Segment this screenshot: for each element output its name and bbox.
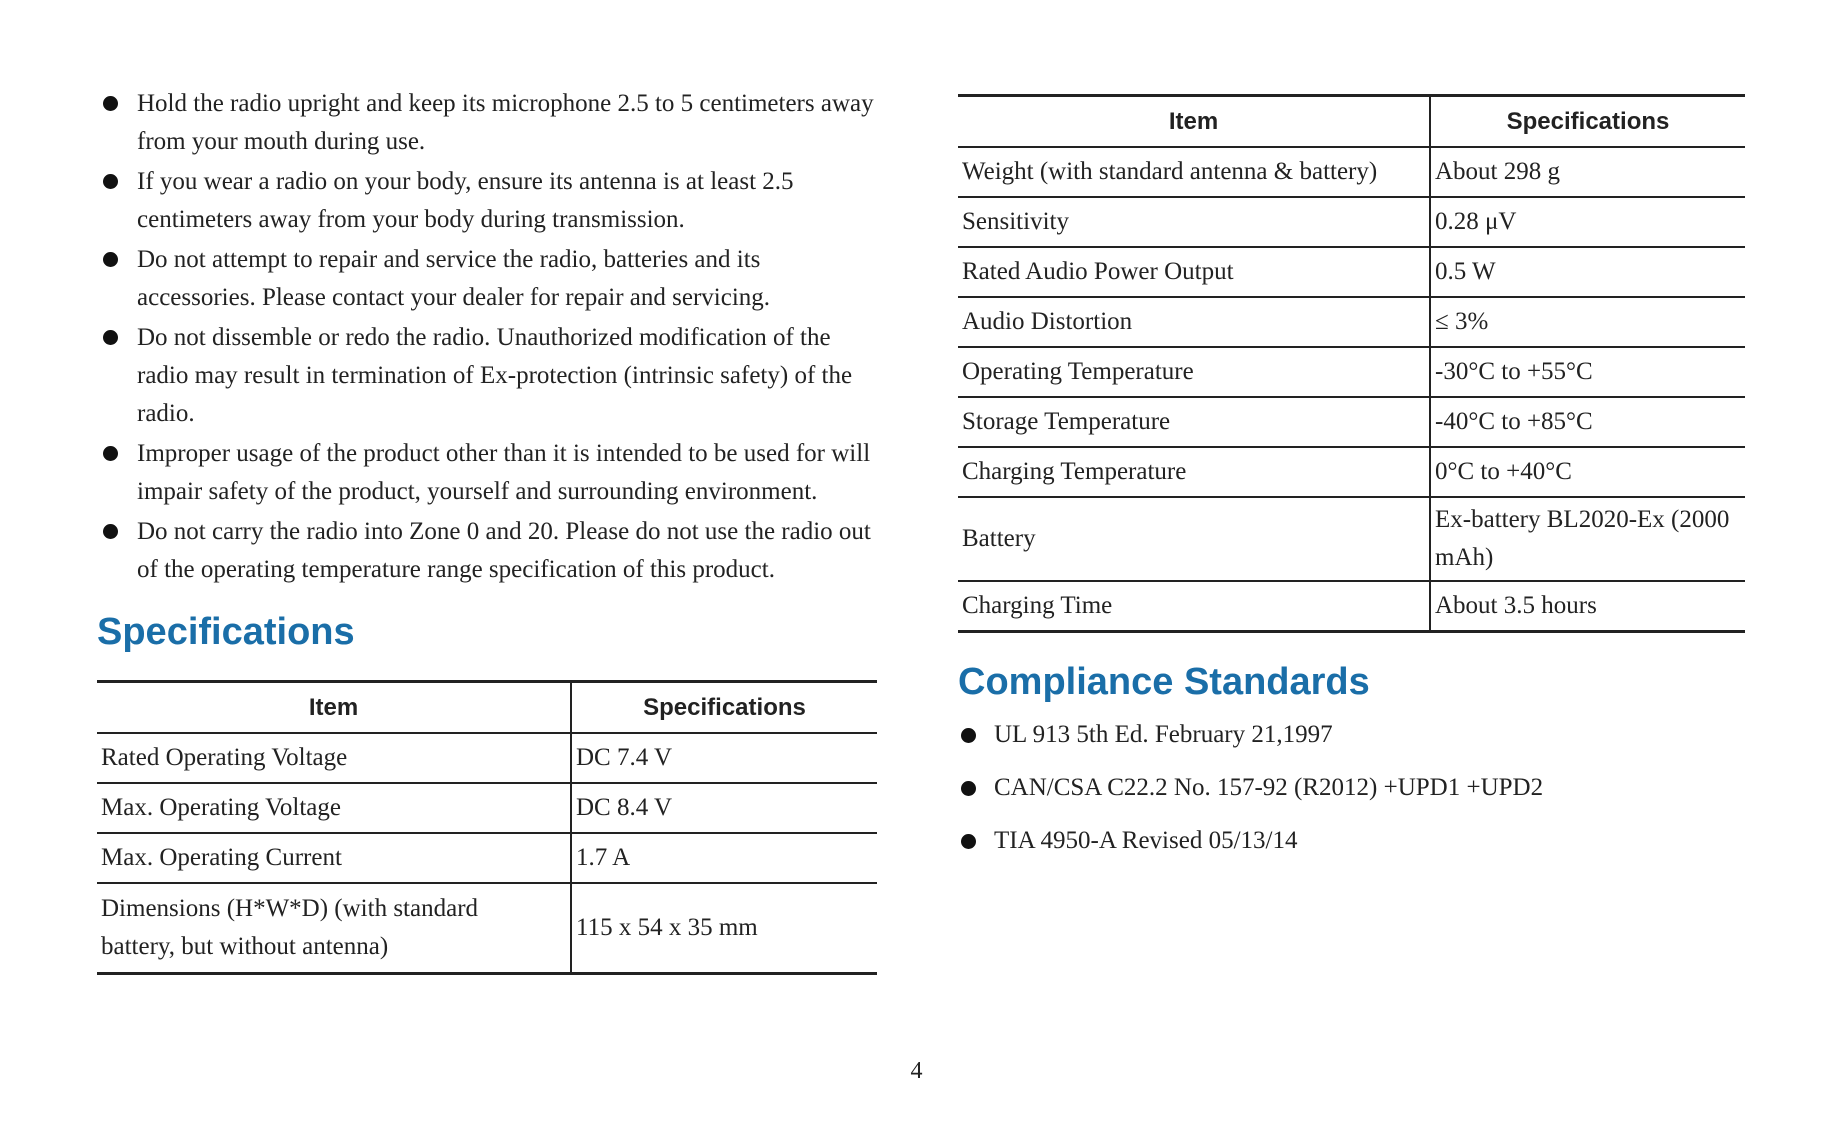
cell-spec: DC 7.4 V — [576, 744, 673, 771]
bullet-icon — [961, 728, 976, 743]
cell-item: Battery — [958, 497, 1430, 581]
cell-spec: Ex-battery BL2020-Ex (2000 mAh) — [1435, 506, 1730, 571]
cell-item: Rated Operating Voltage — [97, 733, 571, 783]
cell-spec: About 3.5 hours — [1435, 592, 1597, 619]
left-column — [97, 85, 877, 975]
safety-bullet-list — [97, 85, 877, 589]
bullet-icon — [961, 781, 976, 796]
bullet-icon — [103, 524, 118, 539]
cell-item: Max. Operating Current — [97, 833, 571, 883]
bullet-icon — [103, 446, 118, 461]
cell-item: Operating Temperature — [958, 347, 1430, 397]
list-item: Hold the radio upright and keep its microphone 2.5 to 5 centimeters away from your mouth during use. — [97, 85, 877, 161]
list-item: Do not carry the radio into Zone 0 and 20. Please do not use the radio out of the operating temperature range specification of this product. — [97, 513, 877, 589]
list-item: UL 913 5th Ed. February 21,1997 — [958, 716, 1745, 754]
cell-spec: 0.28 μV — [1435, 208, 1517, 235]
cell-spec: 0.5 W — [1435, 258, 1496, 285]
cell-item: Charging Time — [958, 581, 1430, 632]
spec-table-right — [958, 94, 1745, 633]
specifications-title: Specifications — [97, 611, 355, 653]
cell-spec: DC 8.4 V — [576, 794, 673, 821]
cell-item: Sensitivity — [958, 197, 1430, 247]
cell-item: Weight (with standard antenna & battery) — [958, 147, 1430, 197]
compliance-title: Compliance Standards — [958, 661, 1370, 703]
cell-item: Audio Distortion — [958, 297, 1430, 347]
column-header-item: Item — [958, 96, 1430, 148]
table-row — [958, 581, 1745, 632]
column-header-item: Item — [97, 682, 571, 734]
list-item: If you wear a radio on your body, ensure its antenna is at least 2.5 centimeters away from your body during transmission. — [97, 163, 877, 239]
page-number: 4 — [910, 1058, 923, 1084]
bullet-icon — [103, 96, 118, 111]
bullet-icon — [103, 174, 118, 189]
compliance-list — [958, 716, 1745, 860]
cell-spec: -40°C to +85°C — [1435, 408, 1593, 435]
table-row — [958, 247, 1745, 297]
cell-item: Dimensions (H*W*D) (with standard battery, but without antenna) — [97, 883, 571, 974]
table-row — [958, 297, 1745, 347]
table-row — [958, 197, 1745, 247]
spec-table-left — [97, 680, 877, 975]
table-row — [958, 447, 1745, 497]
bullet-icon — [961, 834, 976, 849]
list-item: CAN/CSA C22.2 No. 157-92 (R2012) +UPD1 +UPD2 — [958, 769, 1745, 807]
cell-item: Max. Operating Voltage — [97, 783, 571, 833]
cell-spec: About 298 g — [1435, 158, 1560, 185]
table-header-row — [958, 96, 1745, 148]
list-item: Do not dissemble or redo the radio. Unauthorized modification of the radio may result in termination of Ex-protection (intrinsic safety) of the radio. — [97, 319, 877, 433]
cell-item: Rated Audio Power Output — [958, 247, 1430, 297]
cell-spec: 1.7 A — [576, 844, 631, 871]
table-row — [958, 347, 1745, 397]
cell-spec: 0°C to +40°C — [1435, 458, 1572, 485]
cell-spec: ≤ 3% — [1435, 308, 1489, 335]
list-item: TIA 4950-A Revised 05/13/14 — [958, 822, 1745, 860]
bullet-icon — [103, 252, 118, 267]
table-row — [958, 397, 1745, 447]
cell-item: Charging Temperature — [958, 447, 1430, 497]
column-header-spec: Specifications — [643, 693, 806, 721]
cell-spec: -30°C to +55°C — [1435, 358, 1593, 385]
list-item: Do not attempt to repair and service the radio, batteries and its accessories. Please contact your dealer for repair and servicing. — [97, 241, 877, 317]
cell-item: Storage Temperature — [958, 397, 1430, 447]
cell-spec: 115 x 54 x 35 mm — [576, 914, 758, 941]
column-header-spec: Specifications — [1506, 107, 1670, 135]
bullet-icon — [103, 330, 118, 345]
table-row — [958, 147, 1745, 197]
table-row — [97, 833, 877, 883]
table-row — [97, 733, 877, 783]
table-header-row — [97, 682, 877, 734]
table-row — [97, 883, 877, 974]
right-column — [958, 94, 1745, 875]
table-row — [958, 497, 1745, 581]
list-item: Improper usage of the product other than it is intended to be used for will impair safety of the product, yourself and surrounding environment. — [97, 435, 877, 511]
table-row — [97, 783, 877, 833]
